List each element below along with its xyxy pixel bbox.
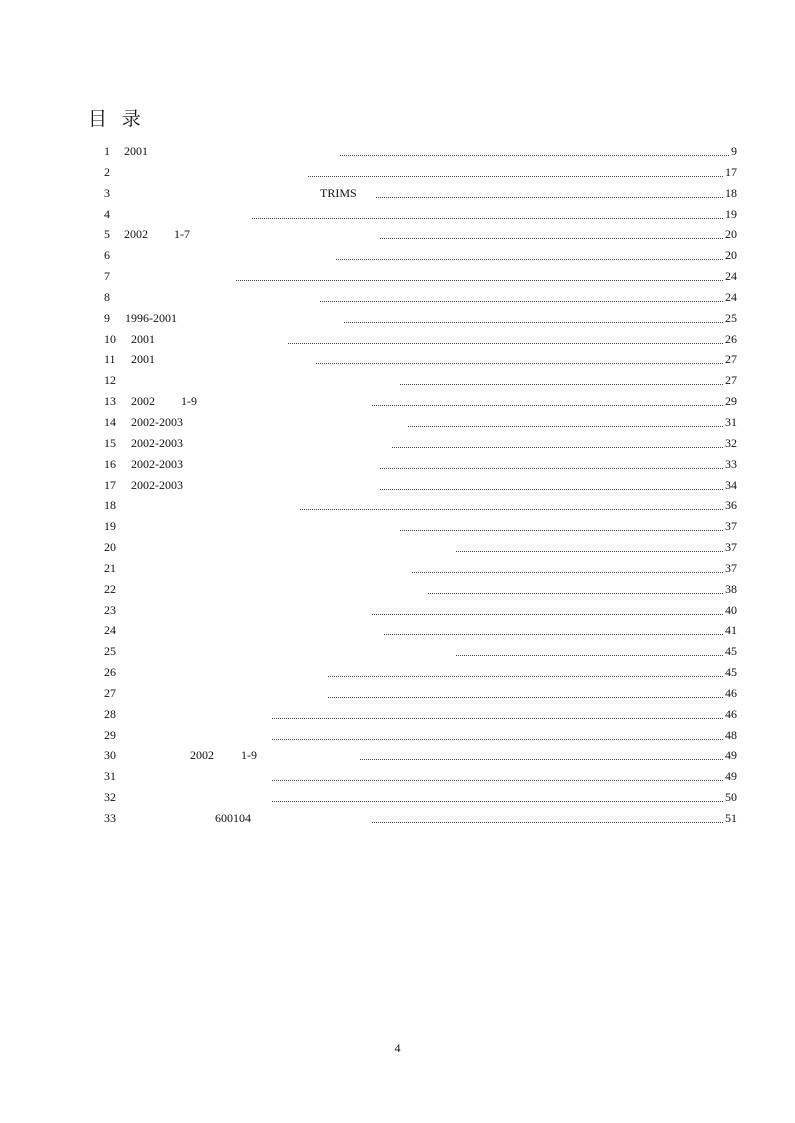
dot-leader <box>380 238 737 239</box>
dot-leader <box>376 197 737 198</box>
toc-entry[interactable] <box>0 579 795 600</box>
toc-entry-number: 11 <box>104 352 116 367</box>
toc-entry-text: 2002 <box>131 394 155 409</box>
toc-entry-text: 2002 <box>124 227 148 242</box>
toc-entry[interactable] <box>0 391 795 412</box>
toc-entry-page-number: 51 <box>723 808 737 829</box>
toc-entry-page-number: 49 <box>723 745 737 766</box>
toc-heading: 目 录 <box>88 109 146 130</box>
toc-entry[interactable] <box>0 704 795 725</box>
toc-entry[interactable] <box>0 683 795 704</box>
dot-leader <box>372 405 737 406</box>
toc-entry[interactable] <box>0 162 795 183</box>
toc-entry[interactable] <box>0 745 795 766</box>
dot-leader <box>456 655 737 656</box>
toc-entry-text: 2002 <box>190 748 214 763</box>
toc-entry-page-number: 37 <box>723 516 737 537</box>
toc-entry-page-number: 37 <box>723 537 737 558</box>
toc-entry-page-number: 26 <box>723 329 737 350</box>
toc-entry[interactable] <box>0 620 795 641</box>
toc-entry-text: 1996-2001 <box>125 310 177 325</box>
dot-leader <box>308 176 737 177</box>
toc-entry-text-range: 1-7 <box>174 227 190 242</box>
toc-entry-number: 30 <box>104 748 116 763</box>
toc-entry[interactable] <box>0 204 795 225</box>
toc-entry[interactable] <box>0 537 795 558</box>
toc-entry[interactable] <box>0 787 795 808</box>
toc-entry-number: 28 <box>104 706 116 721</box>
toc-entry[interactable] <box>0 766 795 787</box>
toc-entry-text: 2002-2003 <box>131 456 183 471</box>
toc-entry-number: 21 <box>104 560 116 575</box>
toc-entry-page-number: 9 <box>729 141 737 162</box>
toc-entry-number: 26 <box>104 665 116 680</box>
toc-entry-page-number: 50 <box>723 787 737 808</box>
toc-entry[interactable] <box>0 412 795 433</box>
toc-entry[interactable] <box>0 349 795 370</box>
dot-leader <box>380 489 737 490</box>
toc-entry-page-number: 24 <box>723 287 737 308</box>
toc-entry-page-number: 38 <box>723 579 737 600</box>
toc-entry-number: 13 <box>104 394 116 409</box>
toc-entry[interactable] <box>0 475 795 496</box>
dot-leader <box>288 343 737 344</box>
dot-leader <box>340 155 737 156</box>
toc-entry-text: 2001 <box>124 144 148 158</box>
toc-entry-number: 20 <box>104 540 116 555</box>
toc-entry-text: 600104 <box>215 811 251 825</box>
toc-entry-number: 14 <box>104 414 116 429</box>
dot-leader <box>316 363 737 364</box>
toc-entry[interactable] <box>0 141 795 162</box>
table-of-contents <box>0 141 795 829</box>
toc-entry-number: 7 <box>104 269 110 284</box>
toc-entry-page-number: 24 <box>723 266 737 287</box>
toc-entry-number: 10 <box>104 331 116 346</box>
dot-leader <box>392 447 737 448</box>
toc-entry-number: 31 <box>104 769 116 784</box>
toc-entry-page-number: 33 <box>723 454 737 475</box>
toc-entry-number: 17 <box>104 477 116 492</box>
toc-entry-page-number: 34 <box>723 475 737 496</box>
dot-leader <box>320 301 737 302</box>
toc-entry-number: 33 <box>104 811 116 825</box>
toc-entry-number: 24 <box>104 623 116 638</box>
toc-entry-page-number: 27 <box>723 349 737 370</box>
toc-entry-page-number: 40 <box>723 600 737 621</box>
toc-entry[interactable] <box>0 558 795 579</box>
dot-leader <box>328 697 737 698</box>
toc-entry-page-number: 29 <box>723 391 737 412</box>
toc-entry[interactable] <box>0 808 795 829</box>
toc-entry-page-number: 18 <box>723 183 737 204</box>
dot-leader <box>344 322 737 323</box>
toc-entry-page-number: 31 <box>723 412 737 433</box>
toc-entry-text: 2002-2003 <box>131 414 183 429</box>
dot-leader <box>372 822 737 823</box>
toc-entry[interactable] <box>0 183 795 204</box>
toc-entry[interactable] <box>0 495 795 516</box>
toc-entry[interactable] <box>0 433 795 454</box>
toc-entry-number: 19 <box>104 519 116 534</box>
toc-entry[interactable] <box>0 370 795 391</box>
toc-entry-number: 5 <box>104 227 110 242</box>
toc-entry-number: 3 <box>104 185 110 200</box>
toc-entry[interactable] <box>0 224 795 245</box>
toc-entry-text: 2002-2003 <box>131 435 183 450</box>
page-number-footer: 4 <box>394 1041 401 1055</box>
dot-leader <box>412 572 737 573</box>
dot-leader <box>360 759 737 760</box>
toc-entry-number: 18 <box>104 498 116 513</box>
toc-entry-number: 1 <box>104 144 110 158</box>
toc-entry-page-number: 45 <box>723 662 737 683</box>
toc-entry[interactable] <box>0 454 795 475</box>
toc-entry-page-number: 27 <box>723 370 737 391</box>
toc-entry-number: 9 <box>104 310 110 325</box>
toc-entry[interactable] <box>0 725 795 746</box>
toc-entry-page-number: 32 <box>723 433 737 454</box>
toc-entry-text: 2001 <box>131 331 155 346</box>
toc-entry[interactable] <box>0 266 795 287</box>
toc-entry-page-number: 48 <box>723 725 737 746</box>
toc-entry-page-number: 36 <box>723 495 737 516</box>
toc-entry[interactable] <box>0 245 795 266</box>
dot-leader <box>456 551 737 552</box>
dot-leader <box>252 218 737 219</box>
dot-leader <box>372 614 737 615</box>
toc-entry-text-range: 1-9 <box>181 394 197 409</box>
dot-leader <box>272 801 737 802</box>
toc-entry-number: 6 <box>104 248 110 263</box>
toc-entry[interactable] <box>0 641 795 662</box>
toc-entry-page-number: 46 <box>723 683 737 704</box>
toc-entry-number: 12 <box>104 373 116 388</box>
toc-entry[interactable] <box>0 287 795 308</box>
toc-entry-page-number: 45 <box>723 641 737 662</box>
toc-entry-number: 22 <box>104 581 116 596</box>
toc-entry-number: 2 <box>104 164 110 179</box>
toc-entry-page-number: 37 <box>723 558 737 579</box>
dot-leader <box>400 530 737 531</box>
toc-entry-text: 2002-2003 <box>131 477 183 492</box>
toc-entry-text-range: 1-9 <box>241 748 257 763</box>
toc-entry[interactable] <box>0 516 795 537</box>
dot-leader <box>428 593 737 594</box>
toc-entry-text: TRIMS <box>320 185 357 200</box>
dot-leader <box>380 468 737 469</box>
toc-entry[interactable] <box>0 662 795 683</box>
toc-entry-number: 25 <box>104 644 116 659</box>
dot-leader <box>400 384 737 385</box>
toc-entry-number: 32 <box>104 790 116 805</box>
dot-leader <box>272 739 737 740</box>
toc-entry-page-number: 20 <box>723 224 737 245</box>
toc-entry-number: 16 <box>104 456 116 471</box>
dot-leader <box>236 280 737 281</box>
toc-entry-number: 8 <box>104 289 110 304</box>
toc-entry-page-number: 41 <box>723 620 737 641</box>
dot-leader <box>272 718 737 719</box>
toc-entry-page-number: 46 <box>723 704 737 725</box>
toc-entry-page-number: 17 <box>723 162 737 183</box>
toc-entry-number: 4 <box>104 206 110 221</box>
toc-entry-number: 23 <box>104 602 116 617</box>
toc-entry-number: 29 <box>104 727 116 742</box>
toc-entry[interactable] <box>0 308 795 329</box>
toc-entry-page-number: 49 <box>723 766 737 787</box>
toc-entry[interactable] <box>0 329 795 350</box>
dot-leader <box>328 676 737 677</box>
dot-leader <box>384 634 737 635</box>
toc-entry-number: 27 <box>104 685 116 700</box>
toc-entry-text: 2001 <box>131 352 155 367</box>
toc-entry[interactable] <box>0 600 795 621</box>
toc-entry-page-number: 25 <box>723 308 737 329</box>
toc-entry-page-number: 20 <box>723 245 737 266</box>
dot-leader <box>408 426 737 427</box>
toc-entry-number: 15 <box>104 435 116 450</box>
dot-leader <box>300 509 737 510</box>
dot-leader <box>336 259 737 260</box>
toc-entry-page-number: 19 <box>723 204 737 225</box>
dot-leader <box>272 780 737 781</box>
